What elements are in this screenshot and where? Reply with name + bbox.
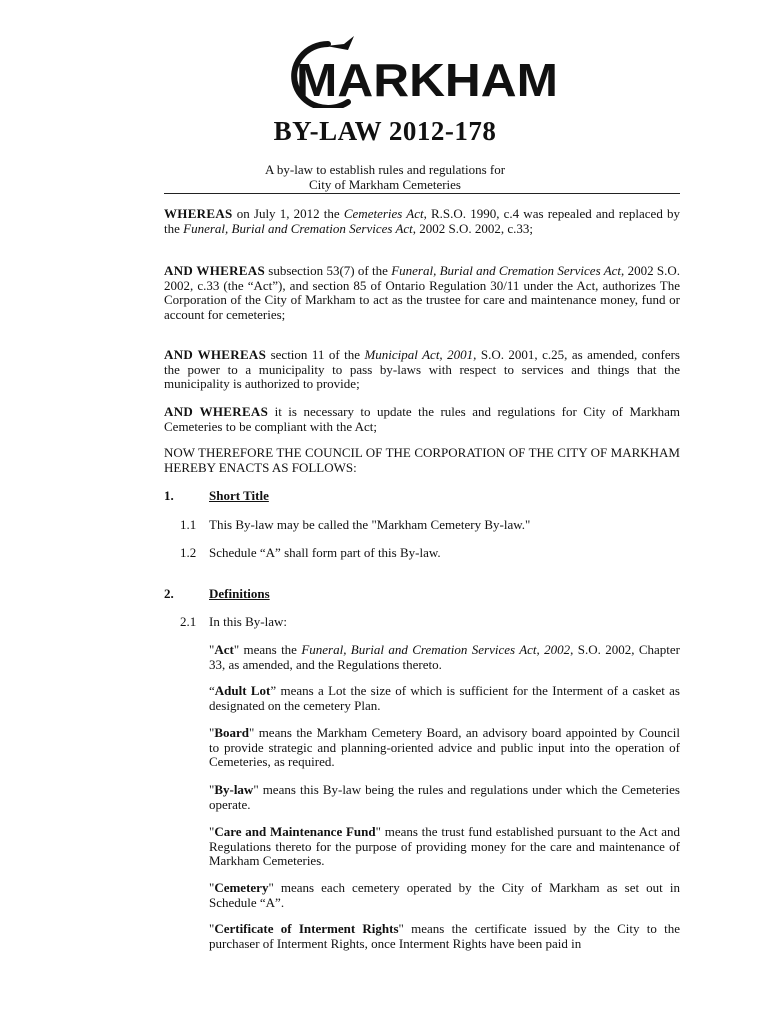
bylaw-subtitle — [0, 162, 770, 192]
clause-2-1-number: 2.1 — [180, 614, 197, 629]
whereas-paragraph-2: AND WHEREAS subsection 53(7) of the Funeral, Burial and Cremation Services Act, 2002 S.O. 2002, c.33 (the “Act”), and section 85 of Ontario Regulation 30/11 under the Act, authorizes The Corporation of the City of Markham to act as the trustee for care and maintenance money, fund or account for cemeteries; — [164, 263, 680, 322]
clause-2-1-text: In this By-law: — [209, 614, 287, 629]
definition-act: "Act" means the Funeral, Burial and Cremation Services Act, 2002, S.O. 2002, Chapter 33, as amended, and the Regulations thereto. — [209, 642, 680, 672]
section-2-number: 2. — [164, 586, 174, 601]
whereas-paragraph-3: AND WHEREAS section 11 of the Municipal Act, 2001, S.O. 2001, c.25, as amended, confers the power to a municipality to pass by-laws with respect to services and things that the municipality is authorized to provide; — [164, 347, 680, 391]
section-1-number: 1. — [164, 488, 174, 503]
definition-board: "Board" means the Markham Cemetery Board, an advisory board appointed by Council to provide strategic and planning-oriented advice and public input into the operation of Cemeteries, as required. — [209, 725, 680, 769]
logo-wordmark: MARKHAM — [296, 54, 558, 106]
subtitle-line-2: City of Markham Cemeteries — [309, 177, 461, 192]
bylaw-title: BY-LAW 2012-178 — [273, 116, 497, 146]
section-1-heading: Short Title — [209, 488, 269, 503]
definition-care-and-maintenance-fund: "Care and Maintenance Fund" means the trust fund established pursuant to the Act and Regulations thereto for the purpose of providing money for the care and maintenance of Markham Cemeteries. — [209, 824, 681, 868]
definition-certificate-of-interment-rights: "Certificate of Interment Rights" means the certificate issued by the City to the purchaser of Interment Rights, once Interment Rights have been paid in — [209, 921, 680, 951]
clause-1-2-number: 1.2 — [180, 545, 197, 560]
whereas-paragraph-4: AND WHEREAS it is necessary to update the rules and regulations for City of Markham Cemeteries to be compliant with the Act; — [164, 404, 680, 434]
clause-1-1-number: 1.1 — [180, 517, 197, 532]
subtitle-divider — [164, 193, 680, 194]
definition-bylaw: "By-law" means this By-law being the rules and regulations under which the Cemeteries operate. — [209, 782, 680, 812]
clause-1-1-text: This By-law may be called the "Markham Cemetery By-law." — [209, 517, 531, 532]
definition-cemetery: "Cemetery" means each cemetery operated by the City of Markham as set out in Schedule “A”. — [209, 880, 680, 910]
subtitle-line-1: A by-law to establish rules and regulations for — [264, 162, 506, 177]
whereas-paragraph-1: WHEREAS on July 1, 2012 the Cemeteries Act, R.S.O. 1990, c.4 was repealed and replaced by the Funeral, Burial and Cremation Services Act, 2002 S.O. 2002, c.33; — [164, 206, 680, 236]
clause-1-2-text: Schedule “A” shall form part of this By-law. — [209, 545, 441, 560]
markham-logo — [282, 36, 564, 108]
definition-adult-lot: “Adult Lot” means a Lot the size of which is sufficient for the Interment of a casket as designated on the cemetery Plan. — [209, 683, 680, 713]
section-2-heading: Definitions — [209, 586, 270, 601]
enacting-clause: NOW THEREFORE THE COUNCIL OF THE CORPORATION OF THE CITY OF MARKHAM HEREBY ENACTS AS FOLLOWS: — [164, 445, 680, 475]
